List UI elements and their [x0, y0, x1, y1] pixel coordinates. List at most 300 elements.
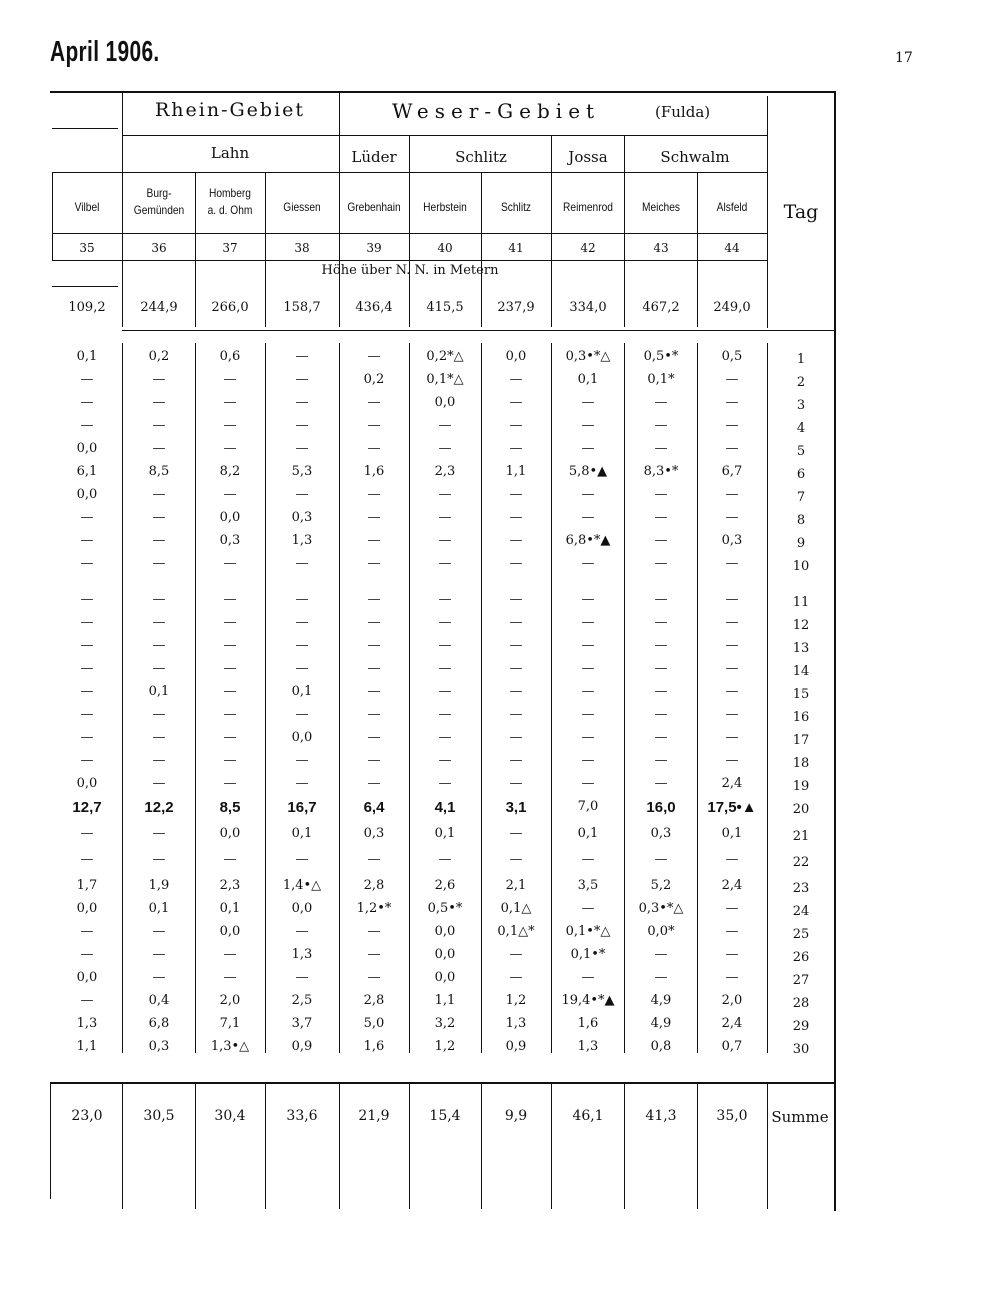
table-cell: — [367, 776, 381, 791]
table-cell: — [295, 349, 309, 364]
table-cell: — [509, 970, 523, 985]
table-cell: — [438, 533, 452, 548]
table-cell: — [295, 776, 309, 791]
table-cell: — [438, 441, 452, 456]
table-cell: — [223, 753, 237, 768]
table-cell: 4,1 [434, 799, 456, 816]
table-cell: — [367, 730, 381, 745]
table-cell: — [654, 753, 668, 768]
day-number: 27 [792, 973, 810, 988]
table-cell: 0,0 [434, 947, 456, 962]
table-cell: — [725, 730, 739, 745]
day-number: 21 [792, 829, 810, 844]
table-cell: 1,9 [148, 878, 170, 893]
table-cell: 8,5 [148, 464, 170, 479]
table-cell: — [295, 441, 309, 456]
table-cell: — [223, 441, 237, 456]
table-cell: — [654, 441, 668, 456]
table-cell: 6,8•*▲ [565, 533, 611, 548]
table-cell: — [654, 395, 668, 410]
day-number: 20 [792, 802, 810, 817]
table-cell: — [80, 395, 94, 410]
table-cell: — [367, 661, 381, 676]
table-cell: — [725, 901, 739, 916]
table-cell: — [223, 684, 237, 699]
summe-value: 23,0 [71, 1108, 103, 1124]
day-number: 22 [792, 855, 810, 870]
table-cell: 0,0 [76, 487, 98, 502]
station-name: Meiches [642, 200, 680, 214]
table-cell: 1,7 [76, 878, 98, 893]
table-cell: 2,8 [363, 993, 385, 1008]
table-cell: 1,1 [505, 464, 527, 479]
station-height: 415,5 [426, 300, 464, 315]
day-number: 15 [792, 687, 810, 702]
table-cell: — [581, 418, 595, 433]
table-cell: — [509, 592, 523, 607]
rhein-gebiet-heading: Rhein-Gebiet [154, 99, 306, 121]
table-cell: — [80, 852, 94, 867]
table-cell: 6,1 [76, 464, 98, 479]
day-number: 3 [796, 398, 806, 413]
table-cell: — [223, 556, 237, 571]
table-cell: — [509, 753, 523, 768]
table-cell: 0,1 [291, 684, 313, 699]
table-cell: 2,4 [721, 1016, 743, 1031]
table-cell: 2,0 [721, 993, 743, 1008]
station-number: 41 [508, 241, 524, 255]
table-cell: — [152, 924, 166, 939]
table-cell: 1,4•△ [282, 878, 322, 893]
table-cell: — [223, 776, 237, 791]
table-cell: — [367, 418, 381, 433]
table-cell: — [367, 487, 381, 502]
station-name: Alsfeld [716, 200, 748, 214]
table-cell: — [654, 638, 668, 653]
table-cell: — [367, 349, 381, 364]
table-cell: — [152, 533, 166, 548]
table-cell: — [223, 947, 237, 962]
table-cell: 0,0 [434, 970, 456, 985]
table-cell: — [295, 615, 309, 630]
day-number: 29 [792, 1019, 810, 1034]
table-cell: 6,8 [148, 1016, 170, 1031]
day-number: 23 [792, 881, 810, 896]
station-number: 43 [653, 241, 669, 255]
lahn-heading: Lahn [210, 144, 250, 162]
table-cell: — [654, 487, 668, 502]
table-cell: 4,9 [650, 993, 672, 1008]
station-number: 38 [294, 241, 310, 255]
table-cell: 0,7 [721, 1039, 743, 1054]
tag-heading: Tag [783, 201, 819, 223]
table-cell: 2,6 [434, 878, 456, 893]
table-cell: — [509, 418, 523, 433]
summe-value: 21,9 [358, 1108, 390, 1124]
table-cell: 0,3•*△ [638, 901, 684, 916]
table-cell: — [654, 615, 668, 630]
table-cell: — [80, 510, 94, 525]
table-cell: — [509, 395, 523, 410]
table-cell: 6,4 [363, 799, 385, 816]
day-number: 30 [792, 1042, 810, 1057]
table-cell: 5,0 [363, 1016, 385, 1031]
day-number: 13 [792, 641, 810, 656]
table-cell: — [509, 441, 523, 456]
table-cell: — [581, 684, 595, 699]
table-cell: — [581, 487, 595, 502]
table-cell: 0,6 [219, 349, 241, 364]
table-cell: — [80, 661, 94, 676]
table-cell: 0,3 [219, 533, 241, 548]
day-number: 1 [796, 352, 806, 367]
table-cell: — [152, 487, 166, 502]
table-cell: 8,3•* [643, 464, 679, 479]
table-cell: — [223, 730, 237, 745]
table-cell: — [581, 556, 595, 571]
day-number: 18 [792, 756, 810, 771]
table-cell: — [438, 684, 452, 699]
table-cell: 2,8 [363, 878, 385, 893]
summe-value: 41,3 [645, 1108, 677, 1124]
table-cell: — [438, 661, 452, 676]
station-height: 467,2 [642, 300, 680, 315]
table-cell: 0,0 [291, 730, 313, 745]
table-cell: 5,8•▲ [568, 464, 608, 479]
table-cell: 2,3 [434, 464, 456, 479]
table-cell: 2,5 [291, 993, 313, 1008]
table-cell: 3,1 [505, 799, 527, 816]
table-cell: — [438, 418, 452, 433]
day-number: 9 [796, 536, 806, 551]
table-cell: — [367, 395, 381, 410]
table-cell: 1,3 [76, 1016, 98, 1031]
day-number: 28 [792, 996, 810, 1011]
station-height: 244,9 [140, 300, 178, 315]
day-number: 8 [796, 513, 806, 528]
table-cell: 0,0 [219, 510, 241, 525]
table-cell: — [367, 707, 381, 722]
table-cell: — [367, 638, 381, 653]
table-cell: — [152, 638, 166, 653]
table-cell: — [152, 730, 166, 745]
table-cell: 3,2 [434, 1016, 456, 1031]
day-number: 11 [792, 595, 810, 610]
table-cell: — [152, 615, 166, 630]
table-cell: — [725, 753, 739, 768]
table-cell: 1,6 [363, 464, 385, 479]
table-cell: — [223, 661, 237, 676]
table-cell: — [438, 615, 452, 630]
table-cell: — [509, 852, 523, 867]
day-number: 4 [796, 421, 806, 436]
summe-value: 9,9 [504, 1108, 528, 1124]
table-cell: 2,3 [219, 878, 241, 893]
table-cell: — [367, 924, 381, 939]
table-cell: — [654, 730, 668, 745]
table-cell: — [152, 852, 166, 867]
table-cell: 1,2 [505, 993, 527, 1008]
table-cell: — [581, 901, 595, 916]
table-cell: — [509, 615, 523, 630]
table-cell: — [654, 684, 668, 699]
table-cell: 3,5 [577, 878, 599, 893]
table-cell: — [725, 441, 739, 456]
table-cell: — [367, 753, 381, 768]
table-cell: 1,1 [76, 1039, 98, 1054]
table-cell: — [509, 776, 523, 791]
day-number: 14 [792, 664, 810, 679]
table-cell: 0,1 [721, 826, 743, 841]
day-number: 2 [796, 375, 806, 390]
table-cell: — [438, 487, 452, 502]
day-number: 5 [796, 444, 806, 459]
table-cell: — [80, 592, 94, 607]
table-cell: 7,0 [577, 799, 599, 814]
table-cell: 0,3 [721, 533, 743, 548]
station-name: Schlitz [500, 200, 532, 214]
table-cell: — [509, 661, 523, 676]
station-number: 44 [724, 241, 740, 255]
table-cell: — [725, 395, 739, 410]
table-cell: — [654, 533, 668, 548]
table-cell: — [80, 533, 94, 548]
summe-label: Summe [771, 1108, 829, 1126]
table-cell: — [152, 510, 166, 525]
jossa-heading: Jossa [568, 148, 608, 166]
day-number: 19 [792, 779, 810, 794]
table-cell: — [295, 924, 309, 939]
table-cell: 0,0 [291, 901, 313, 916]
table-cell: 0,0 [76, 901, 98, 916]
table-cell: 0,1 [219, 901, 241, 916]
table-cell: — [725, 661, 739, 676]
schwalm-heading: Schwalm [660, 148, 730, 166]
summe-value: 30,4 [214, 1108, 246, 1124]
table-cell: — [223, 372, 237, 387]
table-cell: 0,8 [650, 1039, 672, 1054]
table-cell: 0,1* [647, 372, 675, 387]
table-cell: — [725, 615, 739, 630]
table-cell: — [581, 510, 595, 525]
table-cell: — [295, 661, 309, 676]
table-cell: — [223, 707, 237, 722]
table-cell: — [152, 776, 166, 791]
table-cell: — [438, 730, 452, 745]
table-cell: — [367, 441, 381, 456]
table-cell: 0,5•* [427, 901, 463, 916]
summe-value: 46,1 [572, 1108, 604, 1124]
table-cell: 12,7 [72, 799, 102, 816]
table-cell: — [223, 487, 237, 502]
station-height: 436,4 [355, 300, 393, 315]
day-number: 7 [796, 490, 806, 505]
day-number: 6 [796, 467, 806, 482]
table-cell: — [581, 970, 595, 985]
table-cell: — [367, 852, 381, 867]
station-name: Vilbel [74, 200, 100, 214]
station-name: Homberg a. d. Ohm [207, 186, 253, 217]
table-cell: — [367, 684, 381, 699]
table-cell: — [654, 510, 668, 525]
table-cell: 3,7 [291, 1016, 313, 1031]
table-cell: — [295, 970, 309, 985]
table-cell: 1,3 [577, 1039, 599, 1054]
table-cell: — [509, 826, 523, 841]
summe-value: 33,6 [286, 1108, 318, 1124]
table-cell: — [152, 947, 166, 962]
day-number: 24 [792, 904, 810, 919]
table-cell: 1,6 [577, 1016, 599, 1031]
station-height: 249,0 [713, 300, 751, 315]
table-cell: — [223, 852, 237, 867]
table-cell: — [654, 592, 668, 607]
table-cell: — [509, 707, 523, 722]
table-cell: — [367, 556, 381, 571]
table-cell: 4,9 [650, 1016, 672, 1031]
table-cell: — [725, 947, 739, 962]
table-cell: 8,2 [219, 464, 241, 479]
table-cell: — [80, 730, 94, 745]
hoehe-caption: Höhe über N. N. in Metern [321, 263, 499, 278]
table-cell: — [367, 615, 381, 630]
table-cell: — [80, 556, 94, 571]
table-cell: — [80, 684, 94, 699]
table-cell: 0,1 [434, 826, 456, 841]
table-cell: — [581, 776, 595, 791]
table-cell: 0,3•*△ [565, 349, 611, 364]
station-height: 266,0 [211, 300, 249, 315]
table-cell: — [152, 826, 166, 841]
table-cell: — [509, 487, 523, 502]
table-cell: 16,7 [287, 799, 317, 816]
table-cell: 0,0 [76, 776, 98, 791]
station-number: 36 [151, 241, 167, 255]
fulda-heading: (Fulda) [655, 103, 711, 121]
table-cell: — [581, 730, 595, 745]
table-cell: — [223, 592, 237, 607]
table-cell: — [295, 487, 309, 502]
station-number: 35 [79, 241, 95, 255]
table-cell: — [80, 372, 94, 387]
table-cell: 0,0 [434, 924, 456, 939]
table-cell: — [152, 592, 166, 607]
station-height: 334,0 [569, 300, 607, 315]
summe-value: 35,0 [716, 1108, 748, 1124]
table-cell: — [367, 533, 381, 548]
table-cell: — [223, 395, 237, 410]
table-cell: — [80, 638, 94, 653]
table-cell: — [725, 418, 739, 433]
table-cell: — [438, 753, 452, 768]
table-cell: — [509, 684, 523, 699]
table-cell: 0,0 [505, 349, 527, 364]
table-cell: — [152, 753, 166, 768]
weser-gebiet-heading: Weser-Gebiet [392, 99, 601, 123]
table-cell: 2,1 [505, 878, 527, 893]
station-name: Grebenhain [347, 200, 401, 214]
station-name: Reimenrod [563, 200, 613, 214]
table-cell: — [581, 852, 595, 867]
table-cell: — [581, 441, 595, 456]
table-cell: 0,1 [577, 826, 599, 841]
station-name: Giessen [283, 200, 321, 214]
table-cell: — [581, 615, 595, 630]
table-cell: 0,9 [505, 1039, 527, 1054]
table-cell: — [725, 510, 739, 525]
table-cell: 0,0 [434, 395, 456, 410]
table-cell: — [438, 556, 452, 571]
table-cell: — [509, 556, 523, 571]
table-cell: 0,3 [291, 510, 313, 525]
table-cell: — [80, 993, 94, 1008]
table-cell: 19,4•*▲ [561, 993, 615, 1008]
table-cell: — [295, 707, 309, 722]
station-height: 158,7 [283, 300, 321, 315]
table-cell: — [223, 638, 237, 653]
table-cell: 17,5•▲ [707, 799, 757, 816]
page-number: 17 [895, 50, 913, 66]
table-cell: 0,1*△ [426, 372, 464, 387]
table-cell: — [438, 638, 452, 653]
table-cell: — [438, 592, 452, 607]
table-cell: — [152, 441, 166, 456]
table-cell: — [581, 661, 595, 676]
table-cell: 0,3 [363, 826, 385, 841]
table-cell: — [654, 661, 668, 676]
table-cell: 0,0* [647, 924, 675, 939]
station-name: Burg- Gemünden [133, 186, 185, 217]
table-cell: — [295, 592, 309, 607]
table-cell: — [654, 707, 668, 722]
table-cell: — [725, 684, 739, 699]
table-cell: 1,2•* [356, 901, 392, 916]
table-cell: — [438, 707, 452, 722]
table-cell: 2,4 [721, 776, 743, 791]
table-cell: — [509, 638, 523, 653]
table-cell: 1,3 [291, 947, 313, 962]
table-cell: — [654, 970, 668, 985]
table-cell: 1,3 [291, 533, 313, 548]
table-cell: 2,0 [219, 993, 241, 1008]
table-cell: 5,3 [291, 464, 313, 479]
table-cell: — [223, 615, 237, 630]
station-number: 40 [437, 241, 453, 255]
table-cell: 0,1•* [570, 947, 606, 962]
table-cell: — [581, 707, 595, 722]
table-cell: 0,2*△ [426, 349, 464, 364]
table-cell: — [725, 372, 739, 387]
table-cell: 12,2 [144, 799, 174, 816]
table-cell: — [295, 395, 309, 410]
table-cell: — [295, 556, 309, 571]
table-cell: — [725, 638, 739, 653]
table-cell: 8,5 [219, 799, 241, 816]
page-title: April 1906. [50, 36, 160, 68]
table-cell: 0,3 [148, 1039, 170, 1054]
table-cell: — [367, 947, 381, 962]
table-cell: 5,2 [650, 878, 672, 893]
table-cell: — [80, 924, 94, 939]
table-cell: — [223, 970, 237, 985]
table-cell: 0,0 [219, 826, 241, 841]
table-cell: 0,1 [291, 826, 313, 841]
table-cell: 0,1△ [500, 901, 532, 916]
summe-value: 15,4 [429, 1108, 461, 1124]
table-cell: — [295, 753, 309, 768]
table-cell: — [654, 776, 668, 791]
lueder-heading: Lüder [351, 148, 397, 166]
